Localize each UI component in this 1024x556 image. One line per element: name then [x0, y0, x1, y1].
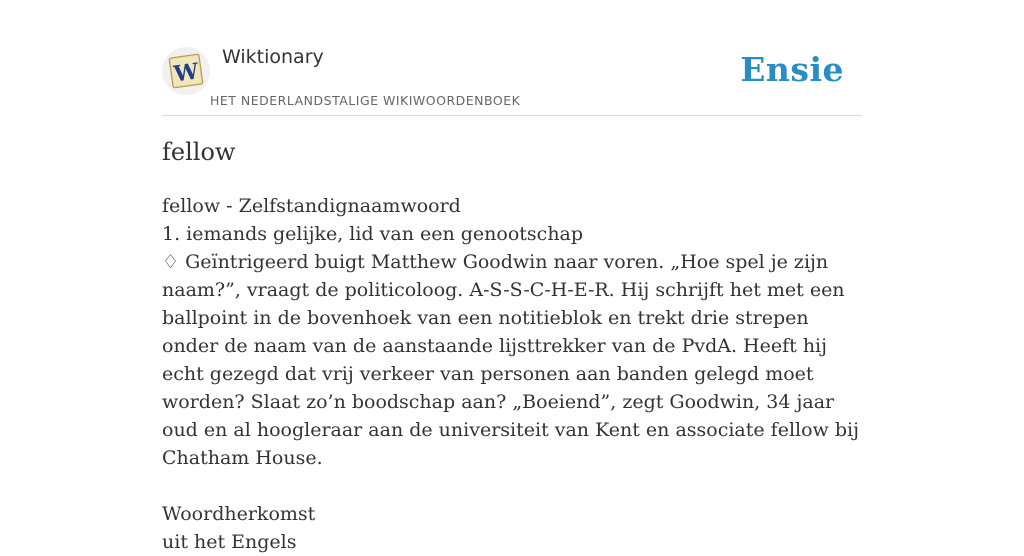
- definition: 1. iemands gelijke, lid van een genootschap: [162, 223, 584, 245]
- etymology-text: uit het Engels: [162, 531, 297, 553]
- site-header: [162, 0, 862, 116]
- page-title: fellow: [162, 138, 236, 166]
- wiktionary-logo[interactable]: [162, 47, 210, 95]
- entry-content: [162, 192, 862, 556]
- etymology-heading: Woordherkomst: [162, 503, 316, 525]
- page-container: [162, 0, 862, 553]
- part-of-speech-line: fellow - Zelfstandignaamwoord: [162, 195, 461, 217]
- spacer: [162, 472, 862, 500]
- site-subtitle: HET NEDERLANDSTALIGE WIKIWOORDENBOEK: [210, 93, 521, 108]
- wiktionary-logo-icon: [162, 47, 210, 95]
- example-quote: ♢ Geïntrigeerd buigt Matthew Goodwin naar voren. „Hoe spel je zijn naam?”, vraagt de politicoloog. A-S-S-C-H-E-R. Hij schrijft het met een ballpoint in de bovenhoek van een notitieblok en trekt drie strepen onder de naam van de aanstaande lijsttrekker van de PvdA. Heeft hij echt gezegd dat vrij verkeer van personen aan banden gelegd moet worden? Slaat zo’n boodschap aan? „Boeiend”, zegt Goodwin, 34 jaar oud en al hoogleraar aan de universiteit van Kent en associate fellow bij Chatham House.: [162, 251, 859, 469]
- logo-letter: W: [172, 58, 201, 88]
- site-name[interactable]: Wiktionary: [222, 46, 324, 68]
- ensie-brand-logo[interactable]: Ensie: [740, 50, 844, 89]
